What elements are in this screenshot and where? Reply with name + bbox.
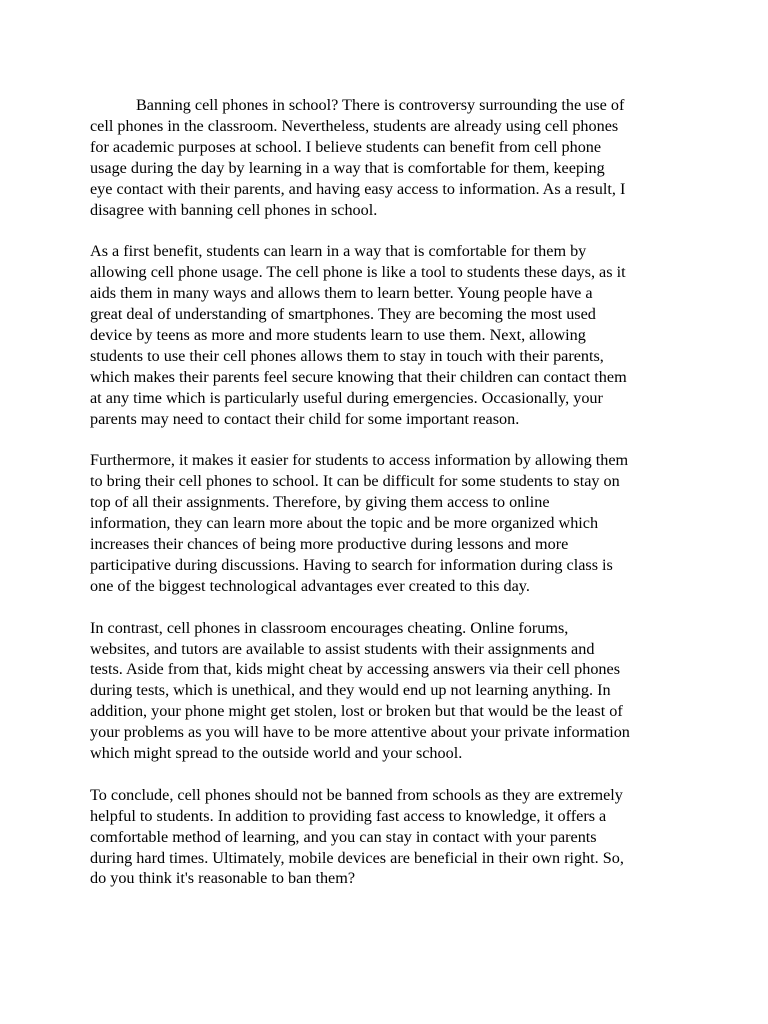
text-line: which makes their parents feel secure knowing that their children can contact them <box>90 367 627 386</box>
paragraph-contrast <box>90 618 710 764</box>
paragraph-access-information <box>90 450 710 596</box>
text-line: at any time which is particularly useful during emergencies. Occasionally, your <box>90 388 603 407</box>
text-line: addition, your phone might get stolen, lost or broken but that would be the least of <box>90 702 623 721</box>
text-line: great deal of understanding of smartphones. They are becoming the most used <box>90 305 596 324</box>
paragraph-conclusion <box>90 785 710 890</box>
text-line: allowing cell phone usage. The cell phone is like a tool to students these days, as it <box>90 263 626 282</box>
text-line: Furthermore, it makes it easier for students to access information by allowing them <box>90 451 629 470</box>
text-line: during hard times. Ultimately, mobile devices are beneficial in their own right. So, <box>90 848 624 867</box>
text-line: your problems as you will have to be more attentive about your private information <box>90 723 630 742</box>
text-line: As a first benefit, students can learn in a way that is comfortable for them by <box>90 242 587 261</box>
text-line: aids them in many ways and allows them to learn better. Young people have a <box>90 284 593 303</box>
text-line: eye contact with their parents, and having easy access to information. As a result, I <box>90 179 626 198</box>
text-line: do you think it's reasonable to ban them? <box>90 869 356 888</box>
text-line: for academic purposes at school. I believe students can benefit from cell phone <box>90 137 602 156</box>
text-line: during tests, which is unethical, and they would end up not learning anything. In <box>90 681 611 700</box>
text-line: disagree with banning cell phones in school. <box>90 200 378 219</box>
text-line: which might spread to the outside world and your school. <box>90 744 463 763</box>
text-line: To conclude, cell phones should not be banned from schools as they are extremely <box>90 785 623 804</box>
text-line: usage during the day by learning in a way that is comfortable for them, keeping <box>90 158 605 177</box>
text-line: device by teens as more and more students learn to use them. Next, allowing <box>90 325 586 344</box>
text-line: information, they can learn more about the topic and be more organized which <box>90 514 599 533</box>
text-line: increases their chances of being more productive during lessons and more <box>90 535 569 553</box>
text-line: In contrast, cell phones in classroom encourages cheating. Online forums, <box>90 618 569 637</box>
text-line: websites, and tutors are available to assist students with their assignments and <box>90 639 595 658</box>
text-line: Banning cell phones in school? There is controversy surrounding the use of <box>136 96 625 114</box>
text-line: to bring their cell phones to school. It can be difficult for some students to stay on <box>90 472 620 491</box>
paragraph-intro <box>90 95 710 220</box>
text-line: parents may need to contact their child for some important reason. <box>90 409 520 428</box>
text-line: tests. Aside from that, kids might cheat by accessing answers via their cell phones <box>90 660 621 679</box>
text-line: participative during discussions. Having to search for information during class is <box>90 555 613 574</box>
document-page <box>90 95 710 910</box>
text-line: helpful to students. In addition to providing fast access to knowledge, it offers a <box>90 806 607 825</box>
text-line: cell phones in the classroom. Nevertheless, students are already using cell phones <box>90 116 619 135</box>
text-line: comfortable method of learning, and you can stay in contact with your parents <box>90 827 597 846</box>
text-line: top of all their assignments. Therefore, by giving them access to online <box>90 493 550 512</box>
paragraph-first-benefit <box>90 241 710 429</box>
text-line: students to use their cell phones allows them to stay in touch with their parents, <box>90 346 604 365</box>
text-line: one of the biggest technological advantages ever created to this day. <box>90 576 530 595</box>
